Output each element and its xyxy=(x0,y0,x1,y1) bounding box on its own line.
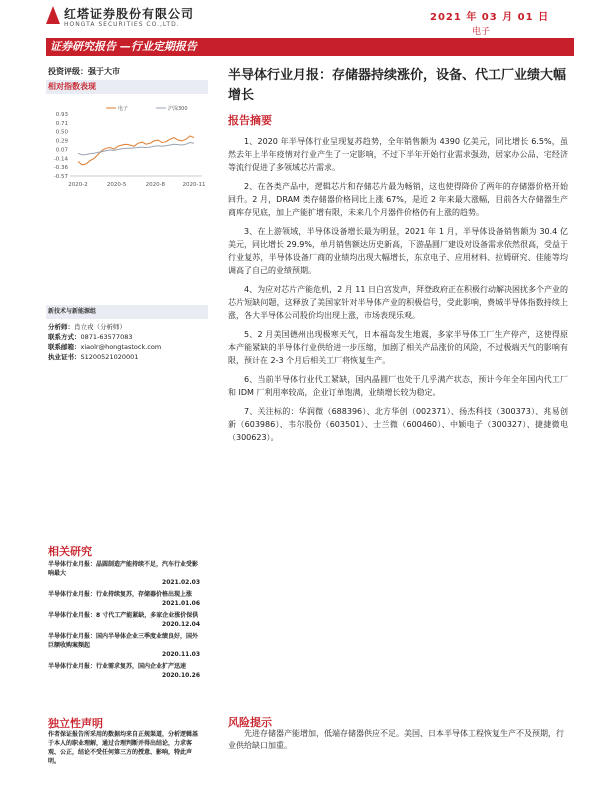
relative-index-chart xyxy=(46,100,206,192)
x-tick-label: 2020-2 xyxy=(68,182,88,188)
industry-label: 电子 xyxy=(472,27,491,37)
legend-label: 沪深300 xyxy=(168,106,188,112)
abstract-body xyxy=(228,135,568,450)
analyst-row: 分析师：肖立戎（分析师） xyxy=(48,323,126,331)
related-item[interactable]: 半导体行业月报：晶圆制造产能持续不足，汽车行业受影响最大 2021.02.03 xyxy=(48,561,200,586)
paragraph: 1、2020 年半导体行业呈现复苏趋势，全年销售额为 4390 亿美元，同比增长 6.5%，虽然去年上半年疫情对行业产生了一定影响，不过下半年开始行业需求强劲，居家办公品、宅经济等流行促进了多领域芯片需求。 xyxy=(228,137,568,172)
related-research-title: 相关研究 xyxy=(48,545,92,558)
related-research-list xyxy=(48,560,200,683)
report-type-banner: 证券研究报告 —行业定期报告 xyxy=(46,38,574,56)
y-tick-label: -0.36 xyxy=(53,165,68,172)
report-title: 半导体行业月报：存储器持续涨价，设备、代工厂业绩大幅增长 xyxy=(228,68,567,103)
x-tick-label: 2020-8 xyxy=(145,182,166,188)
email-row: 联系邮箱：xiaolr@hongtastock.com xyxy=(48,343,162,351)
paragraph: 5、2 月美国德州出现极寒天气，日本福岛发生地震，多家半导体工厂生产停产，这使得原本产能紧缺的半导体行业供给进一步压缩，加剧了相关产品涨价的风险，不过极端天气的影响有限，预计在 2-3 个月后相关工厂将恢复生产。 xyxy=(228,330,568,365)
abstract-title: 报告摘要 xyxy=(228,114,272,127)
related-item[interactable]: 半导体行业月报：行业持续复苏，存储器价格出现上涨 2021.01.06 xyxy=(48,591,200,607)
risk-text: 先进存储器产能增加，低端存储器供应不足。美国、日本半导体工程恢复生产不及预期，行业供给缺口加重。 xyxy=(228,729,564,750)
legend-label: 电子 xyxy=(118,106,129,112)
paragraph: 7、关注标的：华润微（688396）、北方华创（002371）、扬杰科技（300373）、兆易创新（603986）、韦尔股份（603501）、士兰微（600460）、中颖电子（300327）、捷捷微电（300623）。 xyxy=(228,407,568,442)
y-tick-label: 0.71 xyxy=(55,120,68,127)
investment-rating: 投资评级：强于大市 xyxy=(48,67,120,76)
y-tick-label: -0.14 xyxy=(53,156,68,163)
y-tick-label: 0.50 xyxy=(55,129,68,136)
paragraph: 2、在各类产品中，逻辑芯片和存储芯片最为畅销，这也使得降价了两年的存储器价格开始回升。2 月，DRAM 类存储器价格同比上涨 67%，是近 2 年来最大涨幅，目前各大存储器生产商库存见底，加上产能扩增有限，未来几个月器件价格仍有上涨的趋势。 xyxy=(228,182,568,217)
y-tick-label: -0.57 xyxy=(53,174,68,180)
company-name-cn: 红塔证券股份有限公司 xyxy=(64,7,195,21)
chart-svg xyxy=(46,100,206,192)
independence-title: 独立性声明 xyxy=(48,717,103,730)
perf-section-title: 相对指数表现 xyxy=(46,80,208,94)
contact-row: 联系方式：0871-63577083 xyxy=(48,333,133,341)
independence-text: 作者保证报告所采用的数据均来自正规渠道，分析逻辑基于本人的职业理解，通过合理判断并得出结论，力求客观、公正，结论不受任何第三方的授意、影响，特此声明。 xyxy=(48,731,199,765)
paragraph: 4、为应对芯片产能危机，2 月 11 日白宫发声，拜登政府正在积极行动解决困扰多个产业的芯片短缺问题，这释放了美国家针对半导体产业的积极信号，受此影响，费城半导体指数持续上涨，各大半导体公司股价均出现上涨，市场表现乐观。 xyxy=(228,285,568,320)
report-date: 2021 年 03 月 01 日 xyxy=(430,12,550,23)
y-tick-label: 0.07 xyxy=(55,147,68,154)
paragraph: 6、当前半导体行业代工紧缺，国内晶圆厂也处于几乎满产状态，预计今年全年国内代工厂和 IDM 厂利用率较高，企业订单饱满，业绩增长较为稳定。 xyxy=(228,375,568,397)
x-tick-label: 2020-5 xyxy=(106,182,127,188)
y-tick-label: 0.29 xyxy=(55,138,68,145)
y-tick-label: 0.93 xyxy=(55,112,68,118)
company-logo-icon xyxy=(46,6,60,24)
x-tick-label: 2020-11 xyxy=(182,182,206,188)
paragraph: 3、在上游领域，半导体设备增长最为明显，2021 年 1 月，半导体设备销售额为 30.4 亿美元，同比增长 29.9%，单月销售额达历史新高，下游晶圆厂建设对设备需求依然很高，受益于行业复苏，半导体设备厂商的业绩均出现大幅增长，东京电子、应用材料、拉姆研究、佳能等均调高了自己的业绩预期。 xyxy=(228,227,568,275)
industry-group: 新技术与新能源组 xyxy=(46,305,208,319)
company-name-en: HONGTA SECURITIES CO.,LTD. xyxy=(64,21,180,28)
related-item[interactable]: 半导体行业月报：国内半导体企业三季度业绩良好，国外巨额收购案频起 2020.11.03 xyxy=(48,633,200,658)
series-line-0 xyxy=(78,136,194,165)
license-row: 执业证书：S1200521020001 xyxy=(48,353,139,361)
related-item[interactable]: 半导体行业月报：8 寸代工产能紧缺，多家企业涨价保供 2020.12.04 xyxy=(48,612,200,628)
risk-title: 风险提示 xyxy=(228,716,272,729)
related-item[interactable]: 半导体行业月报：行业需求复苏，国内企业扩产迅速 2020.10.26 xyxy=(48,663,200,679)
analyst-info xyxy=(48,322,161,362)
